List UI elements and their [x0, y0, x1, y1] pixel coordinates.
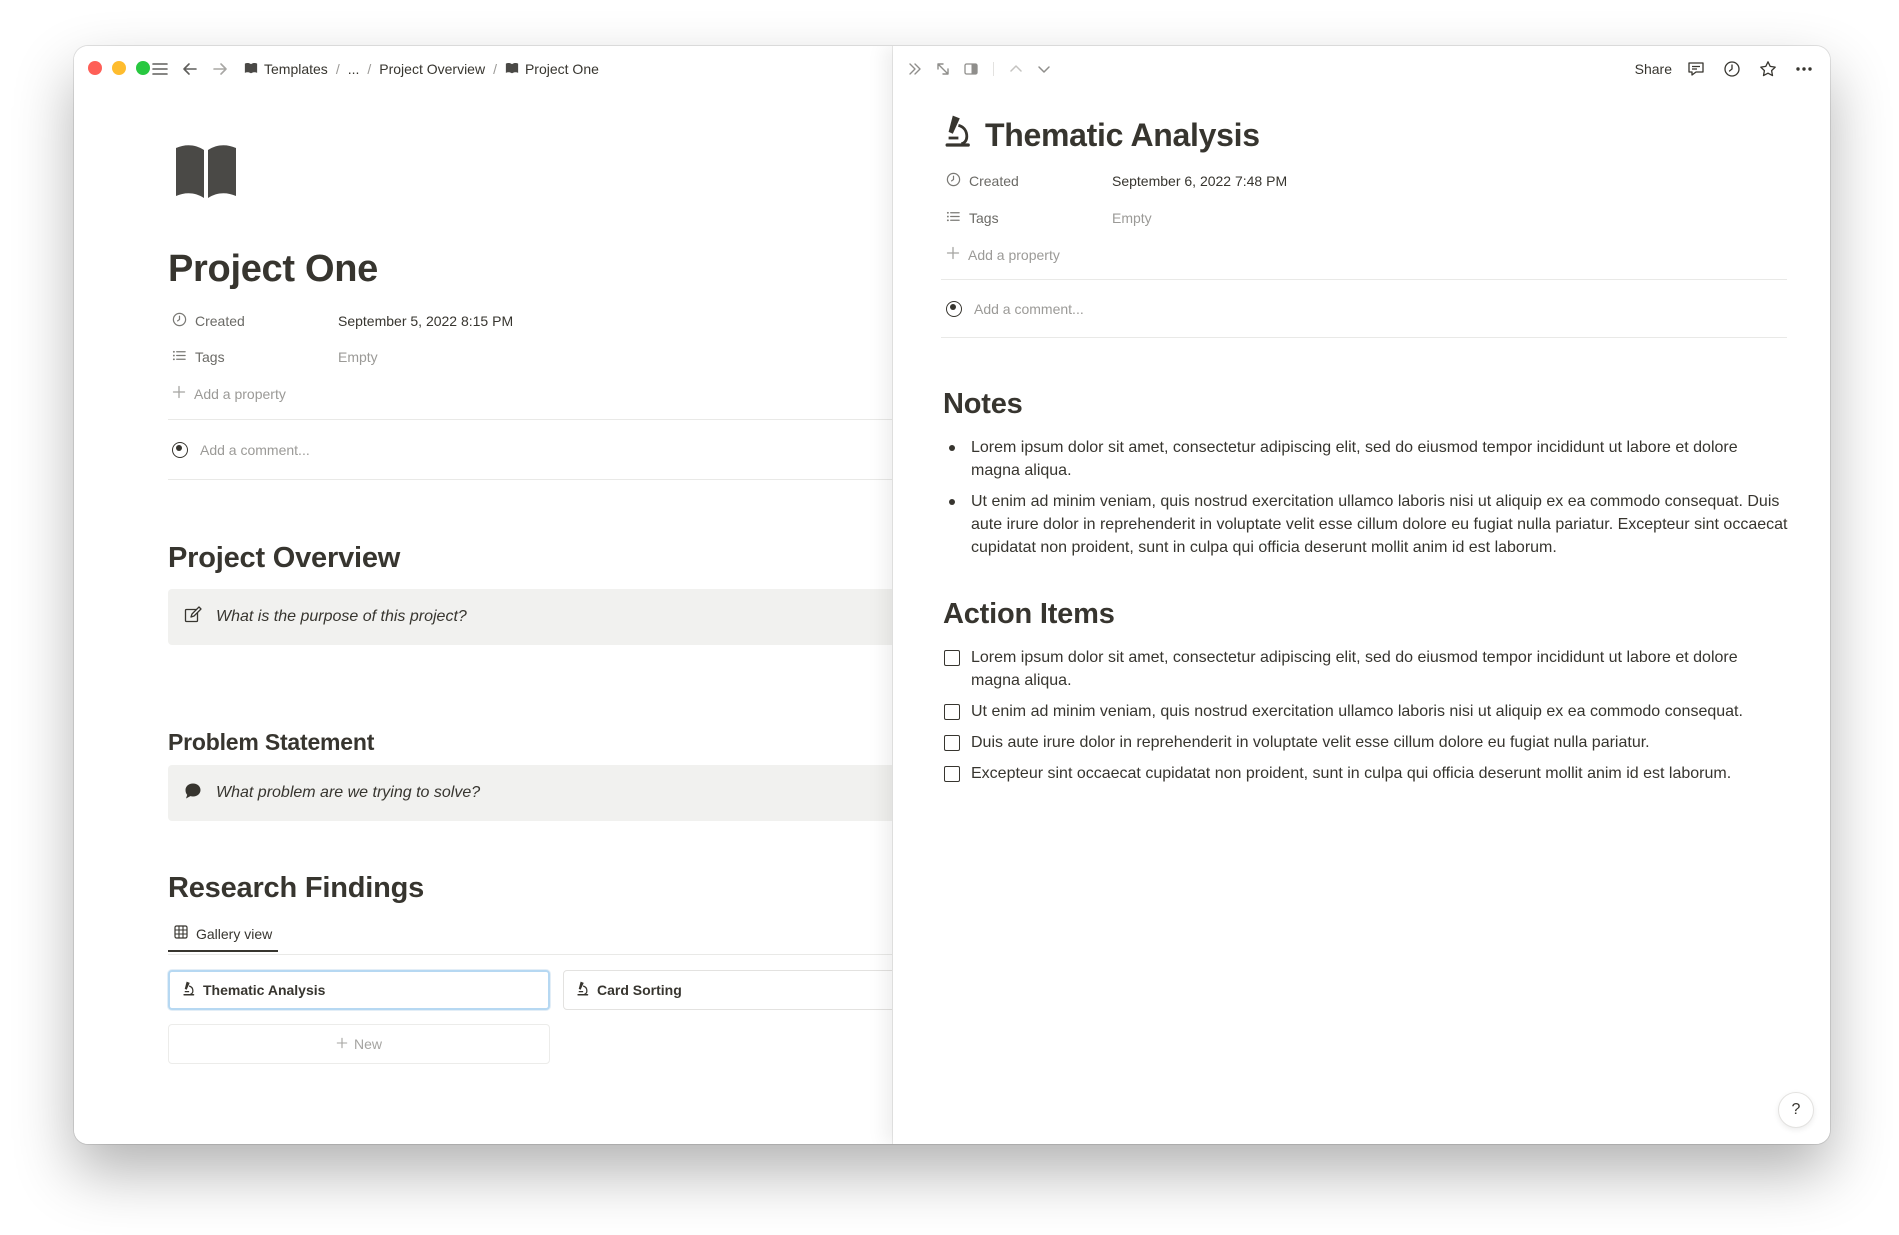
- share-button[interactable]: Share: [1634, 61, 1672, 77]
- list-item-text: Lorem ipsum dolor sit amet, consectetur adipiscing elit, sed do eiusmod tempor incididunt ut labore et dolore magna aliqua.: [971, 439, 1738, 479]
- todo-text: Excepteur sint occaecat cupidatat non proident, sunt in culpa qui officia deserunt mollit anim id est laborum.: [971, 765, 1732, 782]
- new-gallery-card-button[interactable]: [168, 1024, 550, 1064]
- todo-text: Ut enim ad minim veniam, quis nostrud exercitation ullamco laboris nisi ut aliquip ex ea commodo consequat.: [971, 703, 1743, 720]
- add-property-button[interactable]: [946, 246, 1060, 263]
- property-value: Empty: [1112, 210, 1152, 226]
- open-book-icon[interactable]: [174, 142, 238, 205]
- breadcrumb-label: Templates: [264, 61, 328, 77]
- peek-toolbar: [903, 54, 1816, 84]
- breadcrumb-separator: /: [335, 61, 340, 77]
- breadcrumb-separator: /: [367, 61, 372, 77]
- callout-text: What problem are we trying to solve?: [216, 784, 481, 801]
- breadcrumb-separator: /: [493, 61, 497, 77]
- property-label: Created: [195, 313, 245, 329]
- action-items-list: [943, 646, 1789, 793]
- callout-purpose[interactable]: [168, 589, 908, 645]
- more-options-icon[interactable]: [1792, 57, 1816, 81]
- microscope-icon: [182, 981, 195, 999]
- sidebar-toggle-icon[interactable]: [148, 57, 172, 81]
- property-created[interactable]: [172, 312, 513, 330]
- clock-icon: [946, 172, 961, 190]
- help-button[interactable]: ?: [1778, 1092, 1814, 1128]
- plus-icon: [336, 1036, 348, 1052]
- todo-checkbox[interactable]: [944, 704, 960, 720]
- bullet-marker: [943, 436, 961, 482]
- comment-placeholder: Add a comment...: [974, 301, 1084, 317]
- new-card-label: New: [353, 1036, 382, 1052]
- chevron-up-icon[interactable]: [1004, 57, 1028, 81]
- property-value: Empty: [338, 349, 378, 365]
- page-title[interactable]: Project One: [168, 248, 378, 290]
- list-icon: [946, 209, 961, 227]
- plus-icon: [172, 385, 186, 402]
- property-label: Created: [969, 173, 1019, 189]
- breadcrumb-item-project-one[interactable]: [503, 61, 601, 78]
- close-peek-icon[interactable]: [903, 57, 927, 81]
- callout-problem[interactable]: [168, 765, 908, 821]
- avatar: [946, 301, 962, 317]
- todo-item[interactable]: [943, 762, 1789, 785]
- peek-page-title-row: [943, 114, 1260, 156]
- todo-checkbox[interactable]: [944, 650, 960, 666]
- forward-arrow-icon[interactable]: [208, 57, 232, 81]
- window-controls: [88, 61, 150, 75]
- add-property-label: Add a property: [968, 246, 1060, 263]
- open-book-icon: [505, 61, 519, 78]
- section-heading-research-findings[interactable]: Research Findings: [168, 872, 425, 904]
- comment-input[interactable]: [172, 442, 310, 458]
- star-icon[interactable]: [1756, 57, 1780, 81]
- plus-icon: [946, 246, 960, 263]
- todo-item[interactable]: [943, 700, 1789, 723]
- add-property-button[interactable]: [172, 385, 286, 402]
- chevron-down-icon[interactable]: [1032, 57, 1056, 81]
- top-navigation: [148, 54, 601, 84]
- section-heading-problem-statement[interactable]: Problem Statement: [168, 729, 375, 755]
- gallery-card-card-sorting[interactable]: [563, 970, 923, 1010]
- expand-icon[interactable]: [931, 57, 955, 81]
- open-book-icon: [244, 61, 258, 78]
- microscope-icon[interactable]: [943, 114, 971, 156]
- section-heading-notes[interactable]: Notes: [943, 388, 1023, 420]
- section-heading-action-items[interactable]: Action Items: [943, 598, 1115, 630]
- clock-icon[interactable]: [1720, 57, 1744, 81]
- gallery-grid-icon: [174, 925, 188, 942]
- gallery-card-thematic-analysis[interactable]: [168, 970, 550, 1010]
- list-item[interactable]: [943, 490, 1789, 559]
- speech-bubble-icon: [184, 782, 202, 805]
- list-item[interactable]: [943, 436, 1789, 482]
- peek-page-title[interactable]: Thematic Analysis: [985, 116, 1260, 153]
- property-label: Tags: [969, 210, 999, 226]
- minimize-window-button[interactable]: [112, 61, 126, 75]
- todo-text: Duis aute irure dolor in reprehenderit in voluptate velit esse cillum dolore eu fugiat nulla pariatur.: [971, 734, 1650, 751]
- breadcrumb: [242, 61, 601, 78]
- microscope-icon: [576, 981, 589, 999]
- bullet-marker: [943, 490, 961, 559]
- back-arrow-icon[interactable]: [178, 57, 202, 81]
- peek-mode-icon[interactable]: [959, 57, 983, 81]
- gallery-view-tab[interactable]: [168, 925, 278, 952]
- close-window-button[interactable]: [88, 61, 102, 75]
- comment-input[interactable]: [946, 301, 1084, 317]
- todo-item[interactable]: [943, 731, 1789, 754]
- section-heading-project-overview[interactable]: Project Overview: [168, 542, 401, 574]
- todo-text: Lorem ipsum dolor sit amet, consectetur adipiscing elit, sed do eiusmod tempor incididunt ut labore et dolore magna aliqua.: [971, 649, 1738, 689]
- side-peek-pane: [893, 46, 1830, 1144]
- property-value: September 5, 2022 8:15 PM: [338, 313, 514, 329]
- breadcrumb-label: Project One: [524, 61, 599, 77]
- notes-list: [943, 436, 1789, 567]
- comment-placeholder: Add a comment...: [200, 442, 310, 458]
- avatar: [172, 442, 188, 458]
- main-page-pane: [74, 46, 893, 1144]
- app-window: [74, 46, 1830, 1144]
- gallery-view-label: Gallery view: [196, 925, 273, 942]
- breadcrumb-item-project-overview[interactable]: Project Overview: [379, 61, 486, 77]
- list-item-text: Ut enim ad minim veniam, quis nostrud exercitation ullamco laboris nisi ut aliquip ex ea commodo consequat. Duis aute irure dolor in reprehenderit in voluptate velit esse cillum dolore eu fugiat nulla pariatur. Excepteur sint occaecat cupidatat non proident, sunt in culpa qui officia deserunt mollit anim id est laborum.: [971, 493, 1788, 556]
- comment-icon[interactable]: [1684, 57, 1708, 81]
- toolbar-separator: [993, 62, 994, 76]
- breadcrumb-item-templates[interactable]: [242, 61, 330, 78]
- breadcrumb-item-ellipsis[interactable]: ...: [347, 61, 360, 77]
- property-tags[interactable]: [172, 348, 378, 366]
- todo-item[interactable]: [943, 646, 1789, 692]
- divider: [168, 479, 908, 480]
- divider: [941, 337, 1787, 338]
- pencil-square-icon: [184, 606, 202, 629]
- gallery-card-title: Thematic Analysis: [203, 982, 326, 998]
- divider: [941, 279, 1787, 280]
- todo-checkbox[interactable]: [944, 735, 960, 751]
- gallery-card-title: Card Sorting: [597, 982, 682, 998]
- gallery-divider: [168, 954, 928, 955]
- todo-checkbox[interactable]: [944, 766, 960, 782]
- clock-icon: [172, 312, 187, 330]
- list-icon: [172, 348, 187, 366]
- property-label: Tags: [195, 349, 225, 365]
- callout-text: What is the purpose of this project?: [216, 608, 467, 625]
- property-created[interactable]: [946, 172, 1287, 190]
- property-value: September 6, 2022 7:48 PM: [1112, 173, 1288, 189]
- divider: [168, 419, 908, 420]
- add-property-label: Add a property: [194, 385, 286, 402]
- property-tags[interactable]: [946, 209, 1152, 227]
